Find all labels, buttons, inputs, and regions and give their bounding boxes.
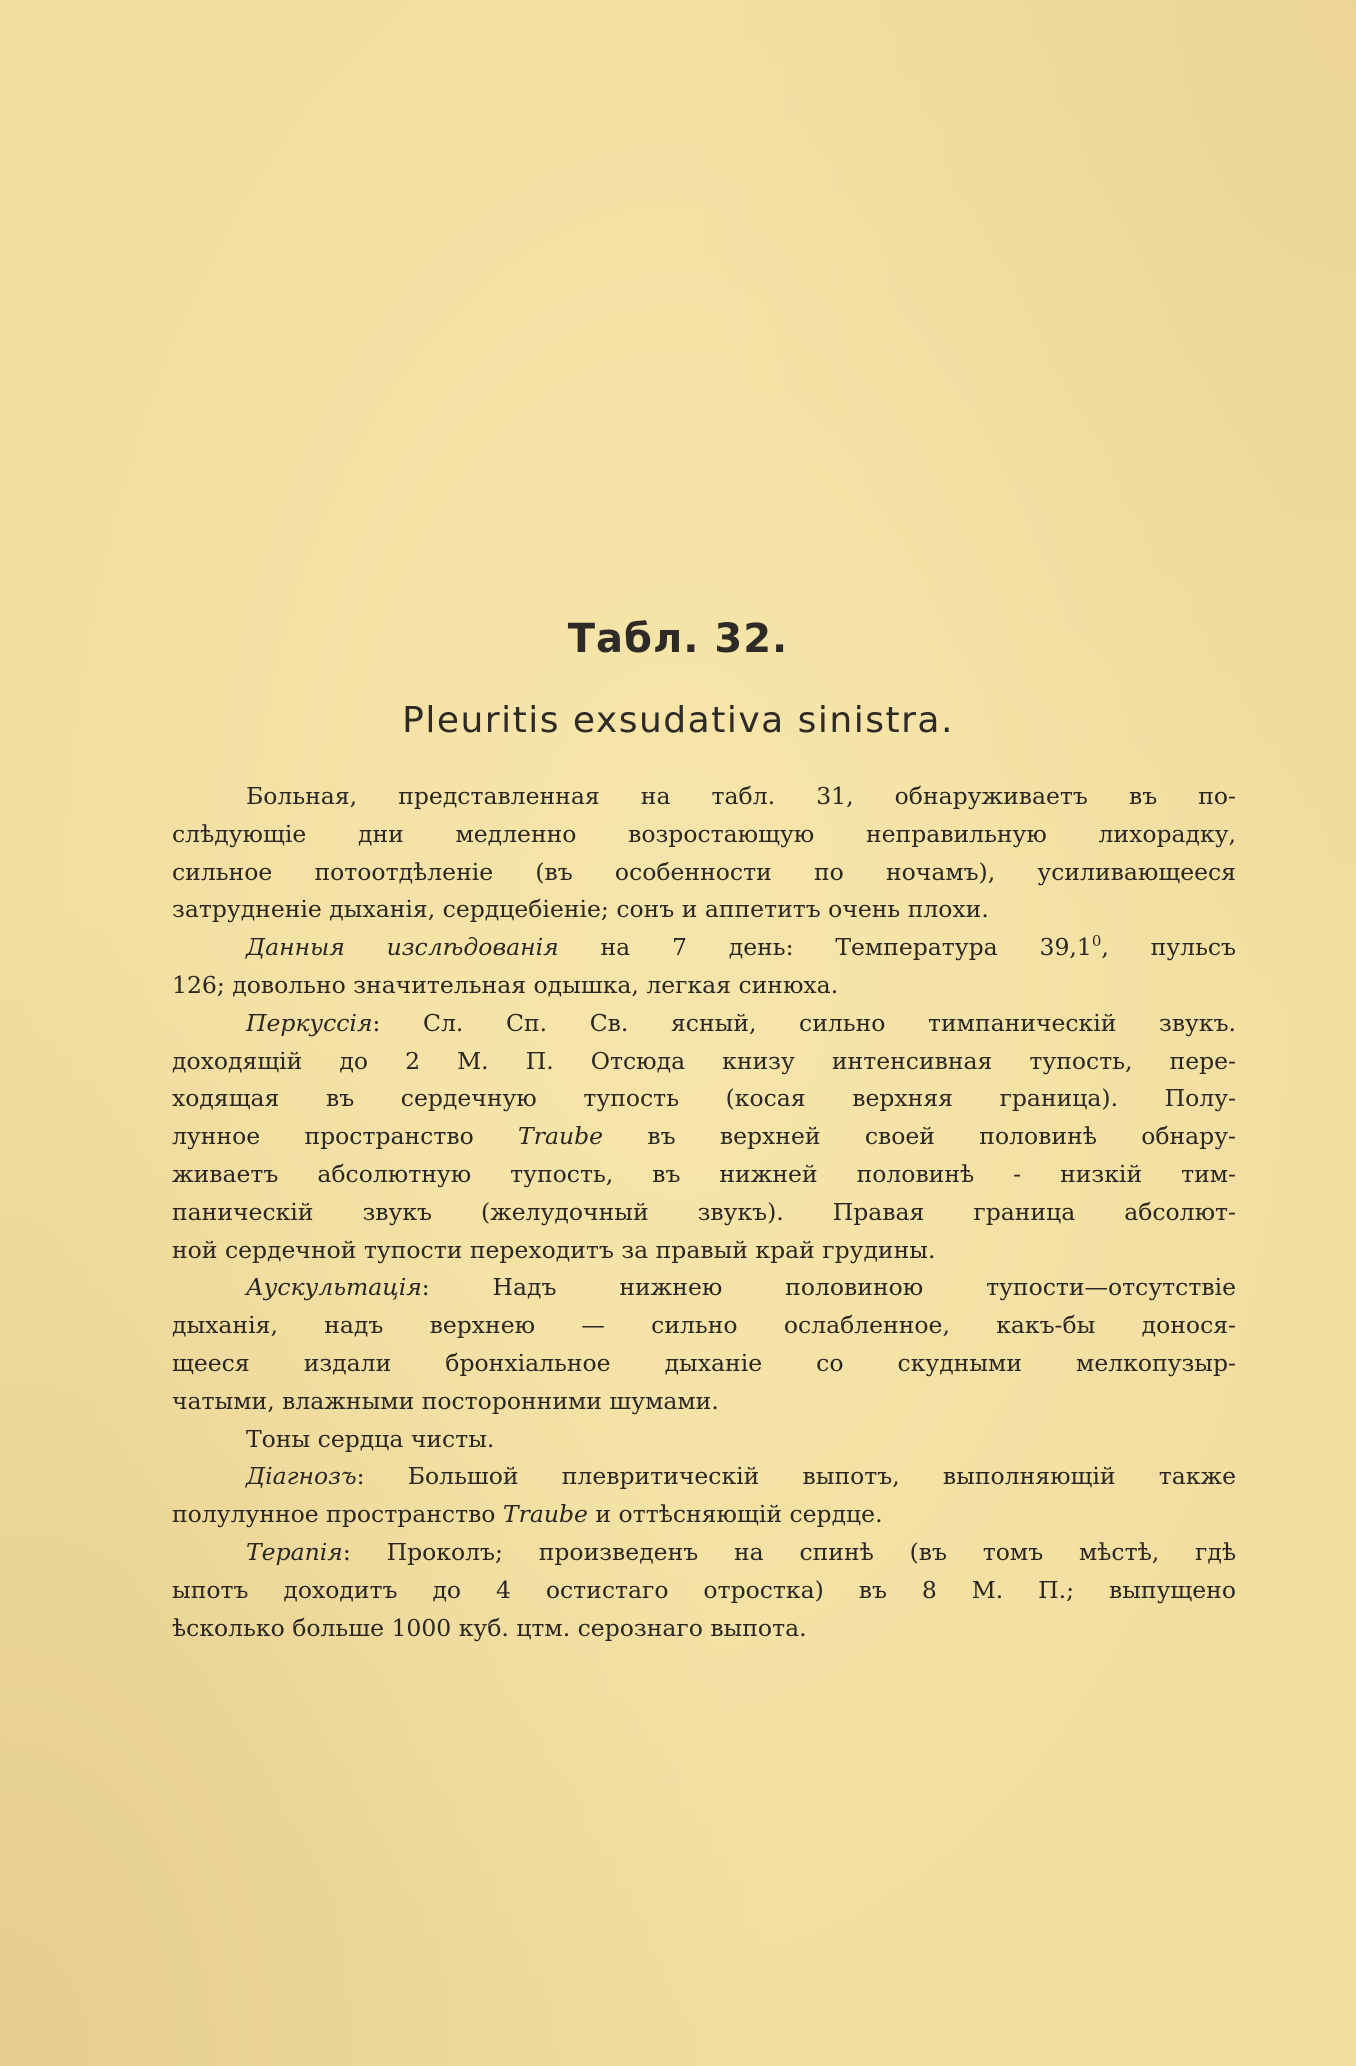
p2-line-2: 126; довольно значительная одышка, легкая синюха. bbox=[172, 970, 839, 999]
p3-text: : Сл. Сп. Св. ясный, сильно тимпаническій звукъ. bbox=[372, 1008, 1236, 1037]
p6-line-1 bbox=[172, 1458, 1236, 1496]
p6-line-2-start: полулунное пространство bbox=[172, 1500, 503, 1529]
p7-line-2: ыпотъ доходитъ до 4 остистаго отростка) въ 8 М. П.; выпущено bbox=[172, 1575, 1236, 1604]
p2-text-end: , пульсъ bbox=[1101, 933, 1237, 962]
p3-line-4 bbox=[172, 1118, 1236, 1156]
p5-line-1: Тоны сердца чисты. bbox=[246, 1424, 495, 1453]
page-subtitle: Pleuritis exsudativa sinistra. bbox=[402, 700, 954, 741]
p6-text: : Большой плевритическій выпотъ, выполняющій также bbox=[356, 1462, 1236, 1491]
traube-name: Traube bbox=[518, 1122, 604, 1151]
p7-label: Терапія bbox=[246, 1537, 343, 1566]
p3-line-2: доходящій до 2 М. П. Отсюда книзу интенсивная тупость, пере- bbox=[172, 1046, 1236, 1075]
p4-line-3: щееся издали бронхіальное дыханіе со скудными мелкопузыр- bbox=[172, 1348, 1236, 1377]
p4-line-4: чатыми, влажными посторонними шумами. bbox=[172, 1386, 719, 1415]
p2-label: Данныя изслѣдованія bbox=[246, 933, 559, 962]
p1-line-4: затрудненіе дыханія, сердцебіеніе; сонъ и аппетитъ очень плохи. bbox=[172, 895, 989, 924]
p1-line-2: слѣдующіе дни медленно возростающую неправильную лихорадку, bbox=[172, 819, 1236, 848]
p3-label: Перкуссія bbox=[246, 1008, 373, 1037]
p4-line-2: дыханія, надъ верхнею — сильно ослабленное, какъ-бы донося- bbox=[172, 1311, 1236, 1340]
p3-line-4-start: лунное пространство bbox=[172, 1122, 519, 1151]
p3-line-5: живаетъ абсолютную тупость, въ нижней половинѣ - низкій тим- bbox=[172, 1159, 1236, 1188]
p1-line-1: Больная, представленная на табл. 31, обнаруживаетъ въ по- bbox=[246, 782, 1236, 810]
p4-text: : Надъ нижнею половиною тупости—отсутствіе bbox=[421, 1273, 1236, 1302]
p3-line-1 bbox=[172, 1005, 1236, 1043]
p3-line-7: ной сердечной тупости переходитъ за правый край грудины. bbox=[172, 1235, 936, 1264]
p7-line-3: ѣсколько больше 1000 куб. цтм. серознаго выпота. bbox=[172, 1613, 807, 1642]
body-text bbox=[172, 778, 1236, 1647]
degree-mark: 0 bbox=[1091, 932, 1102, 951]
p4-line-1 bbox=[172, 1269, 1236, 1307]
page-title: Табл. 32. bbox=[567, 616, 789, 662]
p7-line-1 bbox=[172, 1534, 1236, 1572]
p2-text: на 7 день: Температура 39,1 bbox=[558, 933, 1092, 962]
p6-label: Діагнозъ bbox=[246, 1462, 357, 1491]
p3-line-3: ходящая въ сердечную тупость (косая верхняя граница). Полу- bbox=[172, 1084, 1236, 1113]
p1-line-3: сильное потоотдѣленіе (въ особенности по ночамъ), усиливающееся bbox=[172, 857, 1236, 886]
p6-line-2-end: и оттѣсняющій сердце. bbox=[587, 1500, 883, 1529]
p4-label: Аускультація bbox=[246, 1273, 422, 1302]
p3-line-6: паническій звукъ (желудочный звукъ). Правая граница абсолют- bbox=[172, 1197, 1236, 1226]
p7-text: : Проколъ; произведенъ на спинѣ (въ томъ мѣстѣ, гдѣ bbox=[342, 1537, 1236, 1566]
p6-line-2 bbox=[172, 1496, 1236, 1534]
p3-line-4-end: въ верхней своей половинѣ обнару- bbox=[603, 1122, 1236, 1151]
p2-line-1 bbox=[172, 929, 1236, 967]
traube-name-2: Traube bbox=[502, 1500, 588, 1529]
